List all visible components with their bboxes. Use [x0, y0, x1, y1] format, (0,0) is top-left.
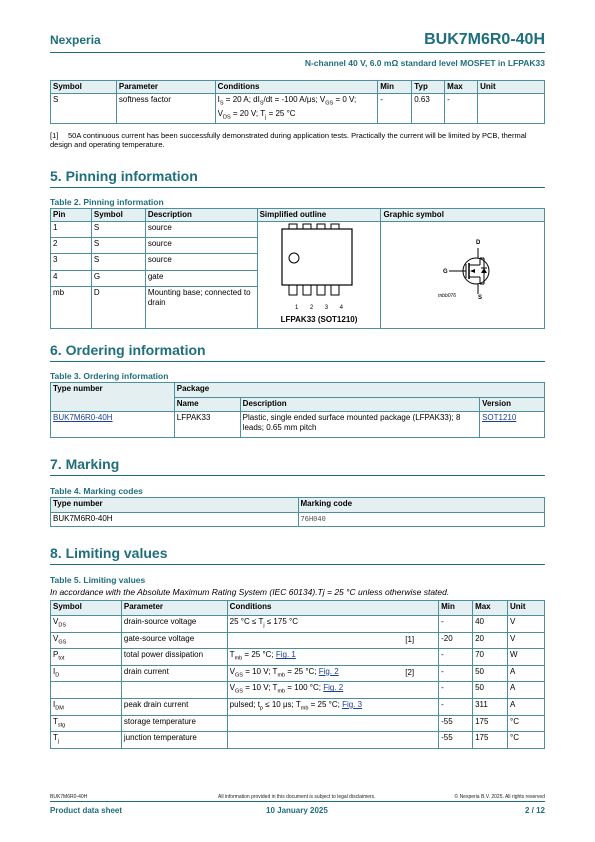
symbol-label-d: D [476, 240, 481, 246]
cell-max: - [445, 94, 478, 124]
cell-unit: A [508, 698, 545, 715]
table-caption-ordering: Table 3. Ordering information [50, 371, 169, 381]
section-rule [50, 475, 545, 476]
mosfet-symbol-icon [436, 234, 516, 304]
table-header-row [51, 81, 545, 94]
cell-max: 175 [473, 715, 508, 732]
figure-link[interactable]: Fig. 3 [342, 699, 363, 709]
limiting-values-table [50, 600, 545, 749]
cell-max: 311 [473, 698, 508, 715]
cell-parameter [121, 682, 227, 699]
figure-link[interactable]: Fig. 2 [318, 666, 339, 676]
cell-symbol: S [51, 94, 117, 124]
cell-pin: 4 [51, 270, 92, 286]
footer-copyright: © Nexperia B.V. 2025. All rights reserved [454, 794, 545, 800]
cell-unit: A [508, 665, 545, 682]
col-min: Min [378, 81, 412, 94]
table-row [51, 412, 545, 438]
outline-pin-1: 1 [295, 305, 299, 311]
cell-symbol: S [91, 238, 145, 254]
section-title-ordering: 6. Ordering information [50, 342, 206, 358]
col-conditions: Conditions [215, 81, 378, 94]
col-version: Version [480, 398, 545, 412]
table-caption-pinning: Table 2. Pinning information [50, 197, 164, 207]
col-graphic-symbol: Graphic symbol [381, 209, 545, 222]
cell-min: -20 [439, 632, 473, 649]
outline-cell [257, 222, 381, 329]
col-symbol: Symbol [91, 209, 145, 222]
table-header-row [51, 498, 545, 513]
footer-disclaimer: All information provided in this document is subject to legal disclaimers. [218, 794, 376, 800]
footnote-ref[interactable]: [2] [405, 667, 415, 677]
table-row [51, 94, 545, 124]
cell-min: - [439, 698, 473, 715]
cell-symbol: $T_{stg}$ [51, 715, 122, 732]
cell-type-number: BUK7M6R0-40H [51, 513, 299, 527]
cell-conditions: 25 $^\circ C \le T_j \le 175$ °C [227, 616, 438, 633]
outline-label: LFPAK33 (SOT1210) [280, 315, 358, 324]
footnote-ref: [1] [50, 131, 59, 140]
cell-symbol: $V_{DS}$ [51, 616, 122, 633]
table-row [51, 616, 545, 633]
cell-name: LFPAK33 [174, 412, 240, 438]
table-header-row [51, 209, 545, 222]
outline-pin-2: 2 [309, 305, 314, 311]
col-parameter: Parameter [121, 601, 227, 616]
col-max: Max [473, 601, 508, 616]
col-type-number: Type number [51, 498, 299, 513]
col-min: Min [439, 601, 473, 616]
outline-pin-4: 4 [339, 305, 343, 311]
section-rule [50, 361, 545, 362]
cell-parameter: drain-source voltage [121, 616, 227, 633]
cell-symbol [51, 682, 122, 699]
col-outline: Simplified outline [257, 209, 381, 222]
cell-parameter: softness factor [116, 94, 215, 124]
cell-symbol: D [91, 286, 145, 328]
table-header-row [51, 601, 545, 616]
graphic-symbol-cell [381, 222, 545, 329]
col-marking-code: Marking code [298, 498, 544, 513]
cell-symbol: G [91, 270, 145, 286]
cell-conditions [227, 732, 438, 749]
col-conditions: Conditions [227, 601, 438, 616]
cell-symbol: S [91, 254, 145, 270]
table-caption-limiting: Table 5. Limiting values [50, 575, 146, 585]
cell-unit: V [508, 632, 545, 649]
cell-min: - [439, 665, 473, 682]
outline-pin-3: 3 [324, 305, 329, 311]
document-subtitle: N-channel 40 V, 6.0 mΩ standard level MOSFET in LFPAK33 [304, 58, 545, 68]
col-pin: Pin [51, 209, 92, 222]
section-rule [50, 564, 545, 565]
cell-unit: V [508, 616, 545, 633]
cell-max: 20 [473, 632, 508, 649]
cell-max: 70 [473, 649, 508, 666]
cell-parameter: gate-source voltage [121, 632, 227, 649]
col-description: Description [145, 209, 257, 222]
cell-conditions: pulsed; $t_p \le 10$ μs; $T_{mb} = 25$ °C; Fig. 3 [227, 698, 438, 715]
cell-min: - [439, 616, 473, 633]
version-link[interactable]: SOT1210 [482, 413, 517, 422]
col-unit: Unit [478, 81, 545, 94]
footer-date: 10 January 2025 [266, 806, 328, 815]
cell-unit [478, 94, 545, 124]
cell-min: -55 [439, 732, 473, 749]
cell-max: 40 [473, 616, 508, 633]
col-description: Description [240, 398, 479, 412]
cell-min: - [378, 94, 412, 124]
section-title-pinning: 5. Pinning information [50, 168, 198, 184]
cell-unit: °C [508, 715, 545, 732]
cell-symbol: S [91, 222, 145, 238]
col-max: Max [445, 81, 478, 94]
cell-description: source [145, 254, 257, 270]
cell-min: - [439, 682, 473, 699]
cell-max: 50 [473, 665, 508, 682]
col-symbol: Symbol [51, 81, 117, 94]
lfpak33-outline-drawing [274, 223, 364, 303]
footnote-ref[interactable]: [1] [405, 634, 415, 644]
table-row [51, 222, 545, 238]
footer-rule [50, 801, 545, 802]
footnote [50, 131, 545, 149]
cell-conditions: $V_{GS} = 10$ V; $T_{mb} = 100$ °C; Fig. 2 [227, 682, 438, 699]
section-title-marking: 7. Marking [50, 456, 120, 472]
cell-conditions: $I_S = 20$ A; $dI_S/dt = -100$ A/μs; $V_{GS} = 0$ V; $V_{DS} = 20$ V; $T_j = 25$ °C [215, 94, 378, 124]
table-caption-marking: Table 4. Marking codes [50, 486, 143, 496]
cell-parameter: total power dissipation [121, 649, 227, 666]
cell-symbol: $T_j$ [51, 732, 122, 749]
symbol-label-g: G [443, 269, 449, 275]
table-row [51, 698, 545, 715]
col-parameter: Parameter [116, 81, 215, 94]
cell-symbol: $P_{tot}$ [51, 649, 122, 666]
section-title-limiting: 8. Limiting values [50, 545, 168, 561]
footnote-text: 50A continuous current has been successfully demonstrated during application tests. Practically the current will be limited by PCB, thermal design and operating temperature. [50, 131, 527, 149]
cell-description: Plastic, single ended surface mounted package (LFPAK33); 8 leads; 0.65 mm pitch [240, 412, 479, 438]
cell-min: - [439, 649, 473, 666]
table-row [51, 732, 545, 749]
footer-doc-type: Product data sheet [50, 806, 123, 815]
cell-description: Mounting base; connected to drain [145, 286, 257, 328]
figure-link[interactable]: Fig. 1 [275, 650, 296, 660]
table-row [51, 715, 545, 732]
figure-link[interactable]: Fig. 2 [323, 683, 344, 693]
cell-description: source [145, 222, 257, 238]
table-header-row [51, 383, 545, 398]
cell-parameter: junction temperature [121, 732, 227, 749]
col-type-number: Type number [51, 383, 175, 412]
table-row [51, 513, 545, 527]
cell-conditions [227, 715, 438, 732]
cell-typ: 0.63 [412, 94, 445, 124]
cell-pin: 1 [51, 222, 92, 238]
cell-unit: °C [508, 732, 545, 749]
cell-min: -55 [439, 715, 473, 732]
limiting-intro: In accordance with the Absolute Maximum Rating System (IEC 60134).Tj = 25 °C unless otherwise stated. [50, 587, 450, 597]
col-name: Name [174, 398, 240, 412]
col-symbol: Symbol [51, 601, 122, 616]
footer-page: 2 / 12 [524, 806, 545, 815]
cell-parameter: peak drain current [121, 698, 227, 715]
cell-unit: A [508, 682, 545, 699]
type-number-link[interactable]: BUK7M6R0-40H [53, 413, 113, 422]
company-name: Nexperia [50, 33, 101, 47]
cell-max: 175 [473, 732, 508, 749]
section-rule [50, 187, 545, 188]
cell-parameter: storage temperature [121, 715, 227, 732]
table-row [51, 665, 545, 682]
table-row [51, 649, 545, 666]
cell-pin: mb [51, 286, 92, 328]
cell-symbol: $I_D$ [51, 665, 122, 682]
cell-pin: 2 [51, 238, 92, 254]
cell-symbol: $I_{DM}$ [51, 698, 122, 715]
footer-doc-id: BUK7M6R0-40H [50, 794, 88, 800]
cell-marking-code: 76H040 [298, 513, 544, 527]
cell-conditions: $V_{GS} = 10$ V; $T_{mb} = 25$ °C; Fig. 2 [2] [227, 665, 438, 682]
cell-max: 50 [473, 682, 508, 699]
cell-parameter: drain current [121, 665, 227, 682]
col-typ: Typ [412, 81, 445, 94]
marking-table [50, 497, 545, 527]
table-row [51, 632, 545, 649]
col-package: Package [174, 383, 544, 398]
part-number: BUK7M6R0-40H [424, 31, 545, 48]
col-unit: Unit [508, 601, 545, 616]
symbol-code: mbb076 [438, 293, 457, 299]
cell-conditions: $T_{mb} = 25$ °C; Fig. 1 [227, 649, 438, 666]
cell-symbol: $V_{GS}$ [51, 632, 122, 649]
characteristics-table-continued [50, 80, 545, 124]
cell-unit: W [508, 649, 545, 666]
cell-description: gate [145, 270, 257, 286]
cell-description: source [145, 238, 257, 254]
cell-conditions [227, 632, 438, 649]
header-rule [50, 52, 545, 53]
cell-type-number [51, 412, 175, 438]
pinning-table [50, 208, 545, 329]
symbol-label-s: S [478, 295, 483, 301]
cell-version [480, 412, 545, 438]
cell-pin: 3 [51, 254, 92, 270]
table-row [51, 682, 545, 699]
ordering-table [50, 382, 545, 438]
